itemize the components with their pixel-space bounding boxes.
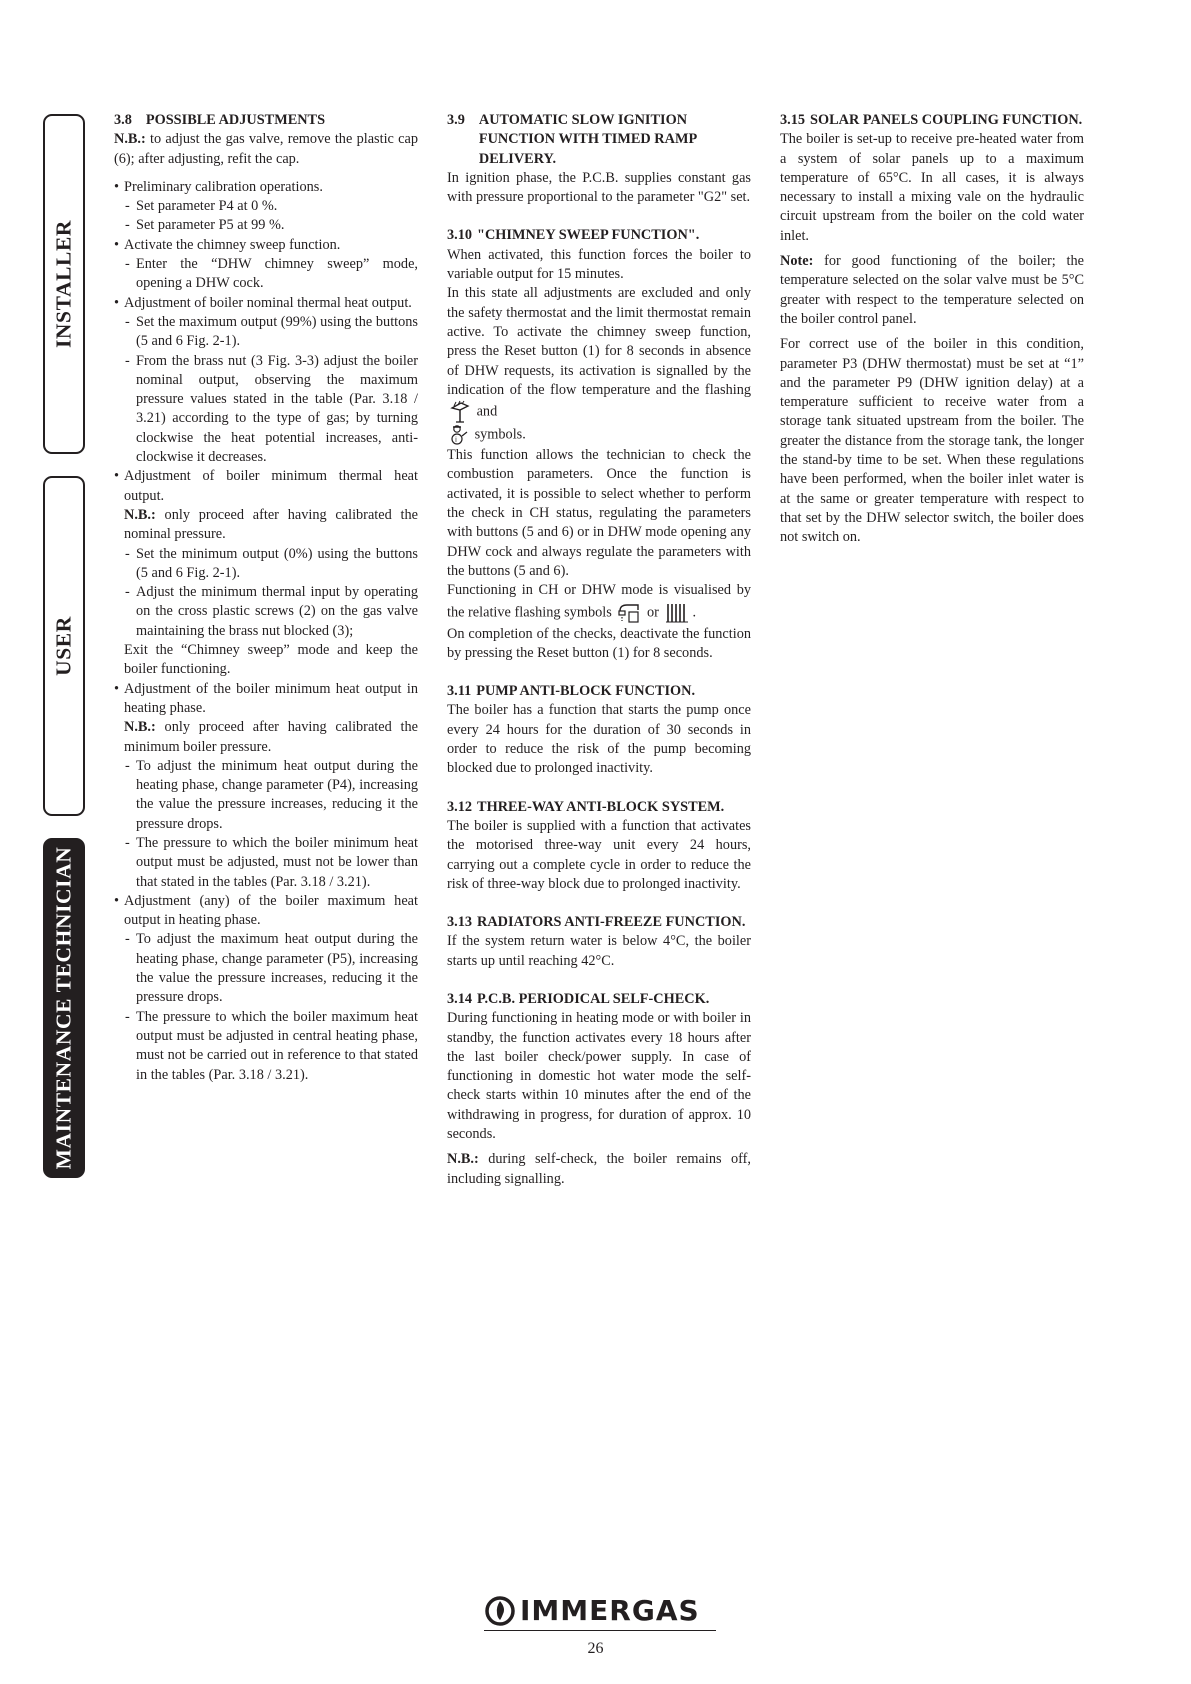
section-3-12: [447, 798, 751, 894]
note-text: only proceed after having calibrated the minimum boiler pressure.: [124, 719, 418, 755]
sub-bullet: - Set the minimum output (0%) using the buttons (5 and 6 Fig. 2-1).: [114, 545, 418, 584]
section-heading: [114, 111, 418, 130]
paragraph: On completion of the checks, deactivate the function by pressing the Reset button (1) for 8 seconds.: [447, 625, 751, 661]
text: or: [646, 603, 659, 620]
section-heading: [447, 798, 751, 817]
note: [447, 1150, 751, 1189]
radiator-icon: [664, 601, 690, 625]
section-3-14: [447, 990, 751, 1189]
section-3-10: [447, 226, 751, 663]
section-number: 3.12: [447, 798, 473, 815]
paragraph: Exit the “Chimney sweep” mode and keep the boiler functioning.: [124, 642, 418, 678]
section-number: 3.14: [447, 990, 473, 1007]
section-title: "CHIMNEY SWEEP FUNCTION".: [477, 227, 700, 244]
note: [780, 252, 1084, 329]
paragraph: The boiler is supplied with a function that activates the motorised three-way unit every 24 hours, carrying out a complete cycle in order to reduce the risk of three-way block due to prolonged inactivity.: [447, 817, 751, 892]
note-label: N.B.:: [447, 1151, 479, 1168]
note-label: N.B.:: [124, 719, 156, 736]
section-3-11: [447, 682, 751, 778]
sub-bullet: - From the brass nut (3 Fig. 3-3) adjust the boiler nominal output, observing the maximum pressure values stated in the table (Par. 3.18 / 3.21) according to the type of gas; by turning clockwise the heat potential increases, anti-clockwise it decreases.: [114, 352, 418, 468]
paragraph: In ignition phase, the P.C.B. supplies constant gas with pressure proportional to the parameter "G2" set.: [447, 169, 751, 206]
section-heading: [447, 111, 751, 169]
section-3-8: [114, 111, 418, 1085]
sub-bullet: - To adjust the minimum heat output during the heating phase, change parameter (P4), increasing the value the pressure increases, reducing it the pressure drops.: [114, 757, 418, 834]
section-heading: [780, 111, 1084, 130]
column-3: [780, 111, 1084, 548]
note: [114, 506, 418, 545]
page-number: 26: [587, 1640, 604, 1657]
bullet: • Adjustment of boiler nominal thermal heat output.: [114, 294, 418, 313]
chimney-sweep-figure-icon: [449, 424, 469, 446]
section-number: 3.10: [447, 227, 473, 244]
sub-bullet: - To adjust the maximum heat output during the heating phase, change parameter (P5), increasing the value the pressure increases, reducing it the pressure drops.: [114, 930, 418, 1007]
note-text: only proceed after having calibrated the nominal pressure.: [124, 506, 418, 543]
section-number: 3.9: [447, 112, 465, 128]
paragraph: During functioning in heating mode or with boiler in standby, the function activates every 18 hours after the last boiler check/power supply. In case of functioning in domestic hot water mode the self-check starts within 10 minutes after the end of the withdrawing in progress, for duration of approx. 10 seconds.: [447, 1010, 751, 1143]
paragraph: This function allows the technician to check the combustion parameters. Once the function is activated, it is possible to select whether to perform the check in CH status, regulating the parameters with buttons (5 and 6) or in DHW mode opening any DHW cock and always regulate the parameters with the buttons (5 and 6).: [447, 447, 751, 579]
note-label: Note:: [780, 253, 814, 270]
bullet: • Adjustment of boiler minimum thermal heat output.: [114, 467, 418, 506]
tab-user: [43, 476, 85, 816]
tab-user-label: USER: [51, 616, 76, 676]
note-label: N.B.:: [114, 131, 146, 148]
section-title: POSSIBLE ADJUSTMENTS: [145, 112, 326, 128]
text: and: [476, 403, 498, 420]
section-3-9: [447, 111, 751, 207]
section-number: 3.8: [114, 112, 132, 128]
section-heading: [447, 913, 751, 932]
immergas-flame-icon: [484, 1594, 516, 1628]
logo-text: IMMERGAS: [520, 1594, 700, 1627]
bullet: • Adjustment of the boiler minimum heat output in heating phase.: [114, 680, 418, 719]
paragraph: [447, 284, 751, 446]
note-text: during self-check, the boiler remains off, including signalling.: [447, 1151, 751, 1187]
section-title: AUTOMATIC SLOW IGNITION FUNCTION WITH TIMED RAMP DELIVERY.: [478, 112, 697, 167]
paragraph: [447, 581, 751, 624]
note-text: to adjust the gas valve, remove the plastic cap (6); after adjusting, refit the cap.: [114, 131, 418, 167]
section-heading: [447, 990, 751, 1009]
paragraph: The boiler is set-up to receive pre-heated water from a system of solar panels up to a maximum temperature of 65°C. In all cases, it is always necessary to install a mixing vale on the hydraulic circuit upstream from the boiler on the cold water inlet.: [780, 131, 1084, 244]
text: In this state all adjustments are excluded and only the safety thermostat and the limit thermostat remain active. To activate the chimney sweep function, press the Reset button (1) for 8 seconds in absence of DHW requests, its activation is signalled by the indication of the flow temperature and the flashing: [447, 285, 751, 398]
section-heading: [447, 682, 751, 701]
section-title: RADIATORS ANTI-FREEZE FUNCTION.: [477, 914, 746, 931]
svg-text:i: i: [455, 436, 457, 445]
note-text: for good functioning of the boiler; the temperature selected on the solar valve must be 5°C greater with respect to the temperature selected on the boiler control panel.: [780, 253, 1084, 327]
paragraph: For correct use of the boiler in this condition, parameter P3 (DHW thermostat) must be set at “1” and the parameter P9 (DHW ignition delay) at a temperature sufficient to receive water from a storage tank situated upstream from the boiler. The greater the distance from the storage tank, the longer the stand-by time to be set. When these regulations have been performed, when the boiler inlet water is at the same or greater temperature with respect to that set by the DHW selector switch, the boiler does not switch on.: [780, 336, 1084, 546]
dhw-tap-icon: [617, 602, 641, 624]
column-1: [114, 111, 418, 1085]
note: [114, 130, 418, 169]
paragraph: The boiler has a function that starts the pump once every 24 hours for the duration of 30 seconds in order to reduce the risk of the pump becoming blocked due to prolonged inactivity.: [447, 702, 751, 777]
text: .: [692, 603, 697, 620]
sub-bullet: - Adjust the minimum thermal input by operating on the cross plastic screws (2) on the gas valve maintaining the brass nut blocked (3);: [114, 583, 418, 641]
section-number: 3.15: [780, 112, 806, 128]
section-title: SOLAR PANELS COUPLING FUNCTION.: [810, 112, 1083, 128]
paragraph: When activated, this function forces the boiler to variable output for 15 minutes.: [447, 246, 751, 283]
sub-bullet: - Set parameter P5 at 99 %.: [114, 216, 418, 235]
paragraph: If the system return water is below 4°C, the boiler starts up until reaching 42°C.: [447, 933, 751, 969]
chimney-sweep-brush-icon: [449, 400, 471, 424]
section-title: P.C.B. PERIODICAL SELF-CHECK.: [477, 990, 710, 1007]
section-title: THREE-WAY ANTI-BLOCK SYSTEM.: [477, 798, 725, 815]
sub-bullet: - Enter the “DHW chimney sweep” mode, opening a DHW cock.: [114, 255, 418, 294]
column-2: [447, 111, 751, 1189]
tab-installer: [43, 114, 85, 454]
section-title: PUMP ANTI-BLOCK FUNCTION.: [476, 683, 696, 700]
tab-maintenance-technician: [43, 838, 85, 1178]
note-label: N.B.:: [124, 506, 156, 523]
logo-underline: [484, 1630, 716, 1631]
tab-maintenance-label: MAINTENANCE TECHNICIAN: [51, 846, 76, 1170]
sub-bullet: - Set the maximum output (99%) using the buttons (5 and 6 Fig. 2-1).: [114, 313, 418, 352]
tab-installer-label: INSTALLER: [51, 219, 76, 349]
sub-bullet: - The pressure to which the boiler maximum heat output must be adjusted in central heating phase, must not be carried out in reference to that stated in the tables (Par. 3.18 / 3.21).: [114, 1008, 418, 1085]
sub-bullet: - The pressure to which the boiler minimum heat output must be adjusted, must not be lower than that stated in the tables (Par. 3.18 / 3.21).: [114, 834, 418, 892]
section-3-15: [780, 111, 1084, 548]
section-heading: [447, 226, 751, 245]
sub-bullet: - Set parameter P4 at 0 %.: [114, 197, 418, 216]
immergas-logo: [484, 1594, 716, 1634]
note: [114, 718, 418, 757]
bullet: • Adjustment (any) of the boiler maximum heat output in heating phase.: [114, 892, 418, 931]
section-3-13: [447, 913, 751, 971]
bullet: • Activate the chimney sweep function.: [114, 236, 418, 255]
section-number: 3.11: [447, 683, 472, 700]
text: Functioning in CH or DHW mode is visualised by the relative flashing symbols: [447, 582, 751, 620]
section-number: 3.13: [447, 914, 473, 931]
text: symbols.: [474, 426, 526, 443]
bullet: • Preliminary calibration operations.: [114, 178, 418, 197]
